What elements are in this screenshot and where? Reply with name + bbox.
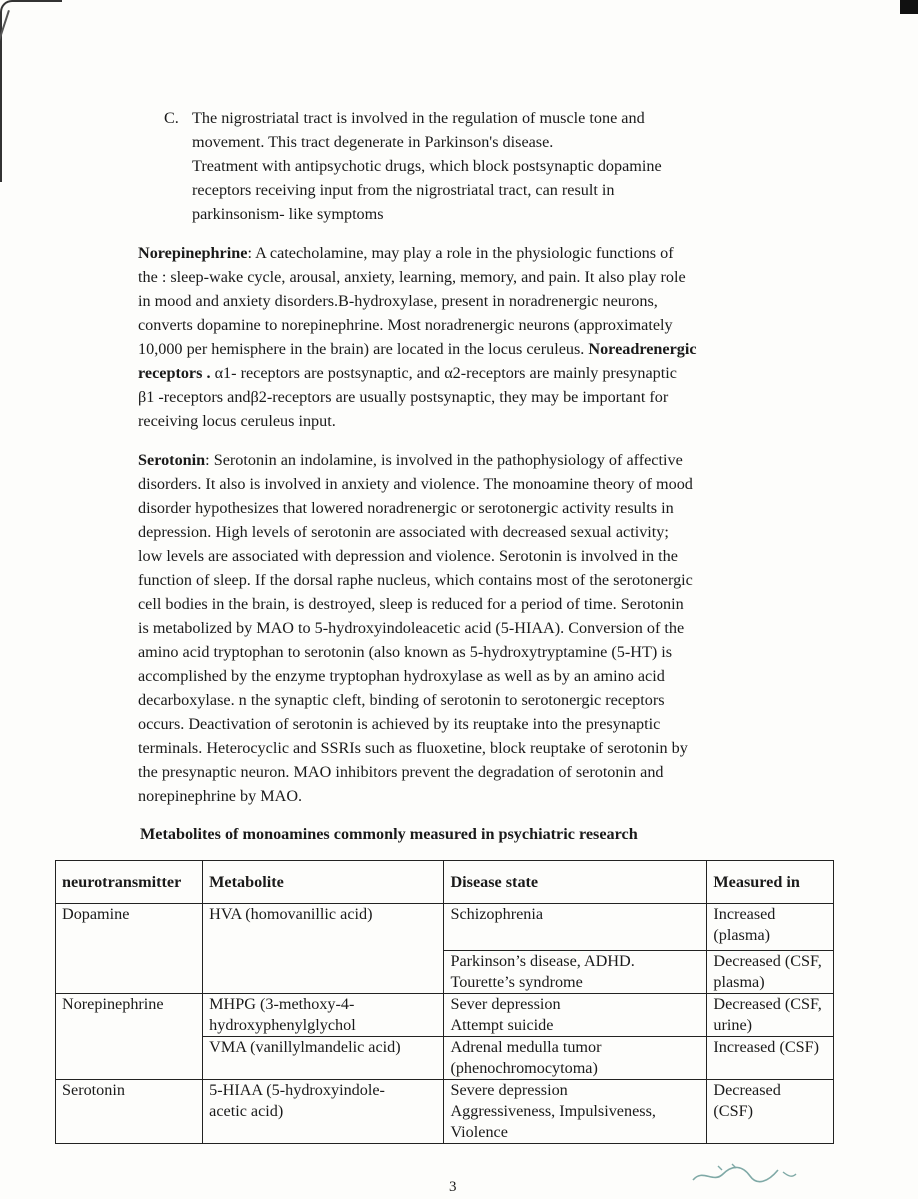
text-line: The nigrostriatal tract is involved in the regulation of muscle tone and [192, 109, 645, 127]
disease-cell: Adrenal medulla tumor (phenochromocytoma) [444, 1037, 707, 1080]
measured-cell: Increased (CSF) [707, 1037, 834, 1080]
text-line: : Serotonin an indolamine, is involved in the pathophysiology of affective [205, 451, 683, 469]
list-item-c [164, 106, 764, 226]
serotonin-heading: Serotonin [138, 451, 206, 469]
table-header-row [56, 861, 834, 904]
metabolite-cell: MHPG (3-methoxy-4- hydroxyphenylglychol [203, 994, 444, 1037]
column-header: Metabolite [203, 861, 444, 904]
text-line: is metabolized by MAO to 5-hydroxyindoleacetic acid (5-HIAA). Conversion of the [138, 619, 685, 637]
receptors-heading: Noreadrenergic [588, 340, 697, 358]
metabolite-cell: HVA (homovanillic acid) [203, 904, 444, 994]
text-line: receiving locus ceruleus input. [138, 412, 336, 430]
metabolite-cell: VMA (vanillylmandelic acid) [203, 1037, 444, 1080]
neurotransmitter-cell: Dopamine [56, 904, 203, 994]
neurotransmitter-cell: Serotonin [56, 1080, 203, 1144]
disease-cell: Severe depression Aggressiveness, Impulsiveness, Violence [444, 1080, 707, 1144]
table-row [56, 904, 834, 951]
measured-cell: Decreased (CSF, plasma) [707, 951, 834, 994]
scan-edge-left [0, 0, 62, 182]
metabolite-cell: 5-HIAA (5-hydroxyindole- acetic acid) [203, 1080, 444, 1144]
text-line: in mood and anxiety disorders.B-hydroxylase, present in noradrenergic neurons, [138, 292, 658, 310]
norepinephrine-paragraph [138, 241, 778, 433]
disease-cell: Parkinson’s disease, ADHD. Tourette’s syndrome [444, 951, 707, 994]
text-line: occurs. Deactivation of serotonin is achieved by its reuptake into the presynaptic [138, 715, 661, 733]
table-row [56, 994, 834, 1037]
text-line: receptors receiving input from the nigrostriatal tract, can result in [192, 181, 615, 199]
serotonin-paragraph [138, 448, 778, 808]
measured-cell: Increased (plasma) [707, 904, 834, 951]
text-line: terminals. Heterocyclic and SSRIs such as fluoxetine, block reuptake of serotonin by [138, 739, 688, 757]
text-line: movement. This tract degenerate in Parkinson's disease. [192, 133, 554, 151]
text-line: converts dopamine to norepinephrine. Most noradrenergic neurons (approximately [138, 316, 673, 334]
column-header: neurotransmitter [56, 861, 203, 904]
text-line: α1- receptors are postsynaptic, and α2-receptors are mainly presynaptic [210, 364, 677, 382]
neurotransmitter-cell: Norepinephrine [56, 994, 203, 1080]
table-row [56, 1080, 834, 1144]
text-line: accomplished by the enzyme tryptophan hydroxylase as well as by an amino acid [138, 667, 665, 685]
page-number: 3 [449, 1179, 457, 1195]
text-line: Treatment with antipsychotic drugs, which block postsynaptic dopamine [192, 157, 662, 175]
text-line: norepinephrine by MAO. [138, 787, 303, 805]
norepinephrine-heading: Norepinephrine [138, 244, 248, 262]
text-line: the presynaptic neuron. MAO inhibitors prevent the degradation of serotonin and [138, 763, 664, 781]
column-header: Measured in [707, 861, 834, 904]
text-line: low levels are associated with depression and violence. Serotonin is involved in the [138, 547, 678, 565]
list-label: C. [164, 109, 179, 127]
text-line: function of sleep. If the dorsal raphe nucleus, which contains most of the serotonergic [138, 571, 693, 589]
measured-cell: Decreased (CSF, urine) [707, 994, 834, 1037]
text-line: 10,000 per hemisphere in the brain) are located in the locus ceruleus. [138, 340, 589, 358]
measured-cell: Decreased (CSF) [707, 1080, 834, 1144]
text-line: : A catecholamine, may play a role in the physiologic functions of [247, 244, 674, 262]
scan-edge-right [900, 0, 918, 14]
receptors-heading-cont: receptors . [138, 364, 211, 382]
text-line: depression. High levels of serotonin are associated with decreased sexual activity; [138, 523, 669, 541]
signature-stamp [688, 1158, 798, 1188]
text-line: β1 -receptors andβ2-receptors are usually postsynaptic, they may be important for [138, 388, 669, 406]
table-caption: Metabolites of monoamines commonly measured in psychiatric research [140, 825, 638, 843]
text-line: decarboxylase. n the synaptic cleft, binding of serotonin to serotonergic receptors [138, 691, 665, 709]
text-line: disorder hypothesizes that lowered noradrenergic or serotonergic activity results in [138, 499, 674, 517]
text-line: disorders. It also is involved in anxiety and violence. The monoamine theory of mood [138, 475, 693, 493]
column-header: Disease state [444, 861, 707, 904]
disease-cell: Sever depression Attempt suicide [444, 994, 707, 1037]
metabolites-table [55, 860, 834, 1144]
disease-cell: Schizophrenia [444, 904, 707, 951]
text-line: the : sleep-wake cycle, arousal, anxiety, learning, memory, and pain. It also play role [138, 268, 686, 286]
text-line: parkinsonism- like symptoms [192, 205, 384, 223]
text-line: amino acid tryptophan to serotonin (also known as 5-hydroxytryptamine (5-HT) is [138, 643, 673, 661]
text-line: cell bodies in the brain, is destroyed, sleep is reduced for a period of time. Serotonin [138, 595, 684, 613]
